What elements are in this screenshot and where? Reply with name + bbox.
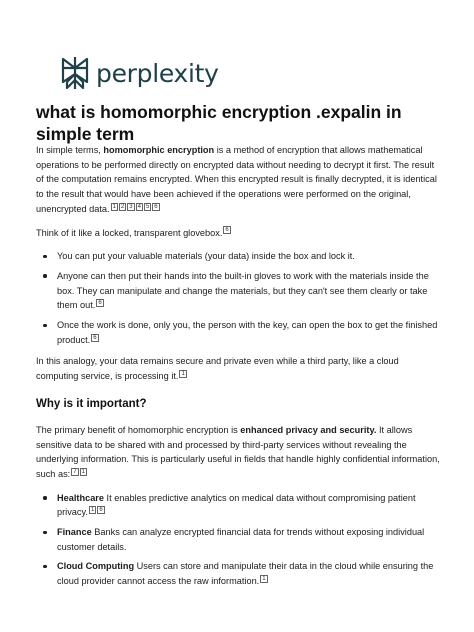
- citation-link[interactable]: 6: [93, 334, 97, 341]
- citation-link[interactable]: 1: [81, 468, 85, 475]
- citation-link[interactable]: 2: [120, 203, 125, 210]
- logo-wordmark: perplexity: [96, 58, 219, 88]
- list-item: Healthcare It enables predictive analytics on medical data without compromising patient privacy. $^1$ $^6$: [36, 491, 440, 520]
- list-item: Once the work is done, only you, the person with the key, can open the box to get the finished product. $^6$: [36, 318, 440, 347]
- citation-link[interactable]: 3: [129, 203, 133, 210]
- citation-link[interactable]: 5: [145, 203, 150, 210]
- citation-link[interactable]: 6: [98, 300, 102, 307]
- list-item: Finance Banks can analyze encrypted financial data for trends without exposing individual customer details.: [36, 525, 440, 554]
- perplexity-logo-icon: [58, 55, 92, 91]
- perplexity-logo: [58, 55, 219, 91]
- citation-link[interactable]: 1: [262, 576, 266, 583]
- answer-content: [36, 143, 440, 596]
- analogy-intro: Think of it like a locked, transparent glovebox. $^6$: [36, 227, 229, 238]
- analogy-list: [36, 249, 440, 347]
- list-item: Cloud Computing Users can store and manipulate their data in the cloud while ensuring the cloud provider cannot access the raw information. $^1$: [36, 559, 440, 588]
- citation-link[interactable]: 1: [112, 203, 116, 210]
- importance-paragraph: The primary benefit of homomorphic encryption is enhanced privacy and security. It allows sensitive data to be shared with and processed by third-party services without revealing the underlying information. This is particularly useful in fields that handle highly confidential information, such as: $^7$ $^1$: [36, 424, 440, 479]
- citation-link[interactable]: 6: [154, 203, 158, 210]
- use-case-list: [36, 491, 440, 589]
- list-item: You can put your valuable materials (your data) inside the box and lock it.: [36, 249, 440, 264]
- citation-link[interactable]: 4: [137, 203, 141, 210]
- citation-link[interactable]: 6: [225, 227, 229, 234]
- analogy-summary: In this analogy, your data remains secure and private even while a third party, like a cloud computing service, is processing it. $^1$: [36, 356, 399, 382]
- page-title: what is homomorphic encryption .expalin in simple term: [36, 102, 402, 144]
- list-item: Anyone can then put their hands into the built-in gloves to work with the materials inside the box. They can manipulate and change the materials, but they can't see them clearly or take them out. $^6$: [36, 269, 440, 313]
- citation-link[interactable]: 7: [73, 468, 77, 475]
- citation-link[interactable]: 1: [90, 507, 95, 514]
- section-heading: Why is it important?: [36, 397, 147, 410]
- intro-paragraph: In simple terms, homomorphic encryption is a method of encryption that allows mathematical operations to be performed directly on encrypted data without needing to decrypt it first. The result of the computation remains encrypted. When this encrypted result is finally decrypted, it is identical to the result that would have been achieved if the operations were performed on the original, unencrypted data. $^1$ $^2$ $^3$ $^4$ $^5$ $^6$: [36, 145, 437, 214]
- citation-link[interactable]: 6: [99, 507, 103, 514]
- citation-link[interactable]: 1: [181, 371, 185, 378]
